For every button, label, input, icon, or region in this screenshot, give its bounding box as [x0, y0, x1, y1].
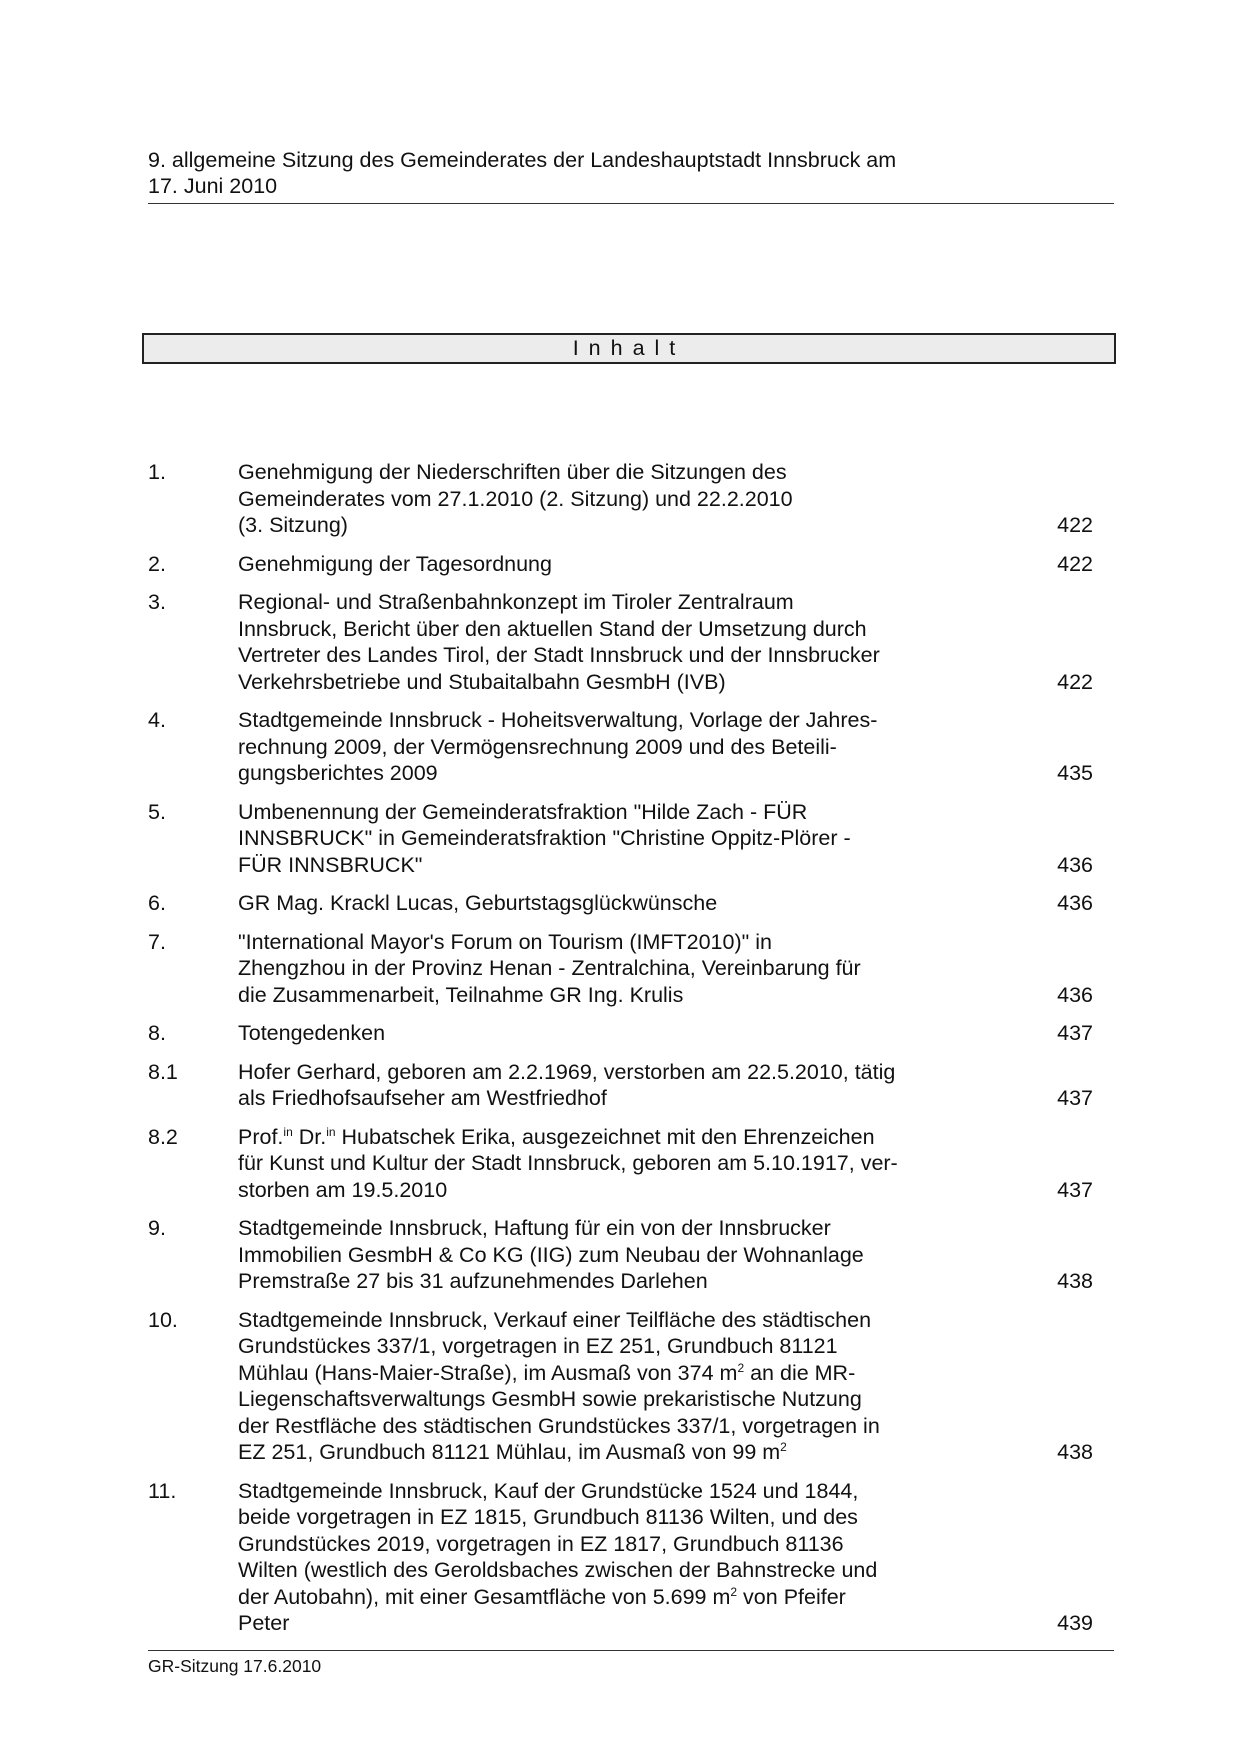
toc-entry-line: Gemeinderates vom 27.1.2010 (2. Sitzung) und 22.2.2010: [238, 486, 793, 511]
table-of-contents: [148, 459, 1098, 1649]
toc-entry-text: [238, 1124, 998, 1204]
toc-entry-line: Stadtgemeinde Innsbruck, Kauf der Grundstücke 1524 und 1844,: [238, 1478, 859, 1503]
toc-entry-text: [238, 551, 998, 578]
toc-entry-line: "International Mayor's Forum on Tourism (IMFT2010)" in: [238, 929, 772, 954]
page-footer: GR-Sitzung 17.6.2010: [148, 1656, 322, 1676]
toc-entry-line: Vertreter des Landes Tirol, der Stadt Innsbruck und der Innsbrucker: [238, 643, 880, 667]
toc-entry-line: INNSBRUCK" in Gemeinderatsfraktion "Christine Oppitz-Plörer -: [238, 826, 851, 850]
toc-entry-page: 437: [1057, 1086, 1093, 1110]
toc-entry-number: 4.: [148, 708, 166, 732]
toc-title-box: [142, 333, 1116, 364]
toc-entry-text: [238, 1307, 998, 1466]
toc-entry-text: [238, 799, 998, 879]
toc-entry-page: 422: [1057, 551, 1093, 576]
toc-entry: [148, 929, 1098, 1009]
toc-entry-line: Stadtgemeinde Innsbruck - Hoheitsverwaltung, Vorlage der Jahres-: [238, 708, 878, 732]
toc-entry: [148, 551, 1098, 578]
toc-entry-number: 7.: [148, 929, 166, 954]
header-divider: [148, 203, 1114, 204]
document-header: [148, 147, 1114, 199]
toc-entry-number: 9.: [148, 1216, 166, 1240]
toc-entry-text: [238, 1478, 998, 1637]
toc-entry-line: Grundstückes 2019, vorgetragen in EZ 1817, Grundbuch 81136: [238, 1531, 844, 1556]
toc-entry-page: 435: [1057, 761, 1093, 785]
toc-entry-line: Grundstückes 337/1, vorgetragen in EZ 251, Grundbuch 81121: [238, 1334, 838, 1358]
toc-entry-line: Premstraße 27 bis 31 aufzunehmendes Darlehen: [238, 1269, 708, 1293]
toc-entry-number: 10.: [148, 1307, 178, 1332]
toc-entry-line: Stadtgemeinde Innsbruck, Verkauf einer Teilfläche des städtischen: [238, 1307, 872, 1332]
toc-entry-number: 5.: [148, 799, 166, 824]
toc-entry-number: 11.: [148, 1478, 177, 1503]
footer-divider: [148, 1650, 1114, 1651]
toc-entry-line: storben am 19.5.2010: [238, 1177, 448, 1202]
toc-entry-line: Genehmigung der Niederschriften über die Sitzungen des: [238, 460, 787, 484]
toc-entry-line: Umbenennung der Gemeinderatsfraktion "Hilde Zach - FÜR: [238, 799, 808, 824]
header-line-2: 17. Juni 2010: [148, 174, 278, 198]
toc-entry-line: Zhengzhou in der Provinz Henan - Zentralchina, Vereinbarung für: [238, 956, 861, 980]
toc-entry-text: [238, 1059, 998, 1112]
toc-entry-text: [238, 1020, 998, 1047]
toc-entry-line: der Restfläche des städtischen Grundstückes 337/1, vorgetragen in: [238, 1413, 880, 1438]
toc-entry-page: 438: [1057, 1269, 1093, 1293]
toc-entry-line: gungsberichtes 2009: [238, 761, 438, 785]
toc-entry: [148, 459, 1098, 539]
toc-entry: [148, 1020, 1098, 1047]
toc-entry-line: Verkehrsbetriebe und Stubaitalbahn GesmbH (IVB): [238, 669, 726, 694]
toc-entry-number: 3.: [148, 590, 166, 614]
toc-entry-line: beide vorgetragen in EZ 1815, Grundbuch 81136 Wilten, und des: [238, 1505, 858, 1529]
toc-entry-line: Wilten (westlich des Geroldsbaches zwischen der Bahnstrecke und: [238, 1558, 878, 1582]
toc-entry-line: GR Mag. Krackl Lucas, Geburtstagsglückwünsche: [238, 891, 718, 915]
toc-entry: [148, 1215, 1098, 1295]
toc-entry-number: 8.2: [148, 1124, 178, 1149]
toc-entry-line: Immobilien GesmbH & Co KG (IIG) zum Neubau der Wohnanlage: [238, 1242, 864, 1267]
toc-entry-line: Stadtgemeinde Innsbruck, Haftung für ein von der Innsbrucker: [238, 1216, 831, 1240]
toc-entry-page: 436: [1057, 852, 1093, 877]
toc-entry-line: Regional- und Straßenbahnkonzept im Tiroler Zentralraum: [238, 590, 794, 614]
toc-entry-text: [238, 589, 998, 695]
toc-entry: [148, 1059, 1098, 1112]
toc-entry-line: der Autobahn), mit einer Gesamtfläche von 5.699 $m^2$ von Pfeifer: [238, 1584, 846, 1609]
toc-entry-line: für Kunst und Kultur der Stadt Innsbruck, geboren am 5.10.1917, ver-: [238, 1151, 898, 1175]
header-line-1: 9. allgemeine Sitzung des Gemeinderates der Landeshauptstadt Innsbruck am: [148, 148, 897, 172]
toc-entry-number: 6.: [148, 891, 166, 915]
toc-entry-page: 422: [1057, 669, 1093, 694]
toc-entry: [148, 890, 1098, 917]
toc-entry-line: EZ 251, Grundbuch 81121 Mühlau, im Ausmaß von 99 $m^2$: [238, 1439, 787, 1464]
toc-entry-line: rechnung 2009, der Vermögensrechnung 2009 und des Beteili-: [238, 734, 837, 759]
toc-entry-page: 436: [1057, 891, 1093, 915]
toc-entry-line: Peter: [238, 1611, 290, 1635]
toc-entry-page: 439: [1057, 1611, 1093, 1635]
toc-entry-line: FÜR INNSBRUCK": [238, 852, 423, 877]
toc-entry-line: als Friedhofsaufseher am Westfriedhof: [238, 1086, 607, 1110]
toc-entry-line: Liegenschaftsverwaltungs GesmbH sowie prekaristische Nutzung: [238, 1387, 862, 1411]
toc-entry-page: 437: [1057, 1177, 1093, 1202]
toc-entry-page: 438: [1057, 1440, 1093, 1464]
toc-entry-text: [238, 929, 998, 1009]
toc-entry-line: Totengedenken: [238, 1021, 386, 1045]
toc-entry-page: 422: [1057, 513, 1093, 537]
toc-title: Inhalt: [572, 336, 686, 360]
toc-entry-line: (3. Sitzung): [238, 513, 348, 537]
toc-entry: [148, 1124, 1098, 1204]
toc-entry-line: die Zusammenarbeit, Teilnahme GR Ing. Krulis: [238, 982, 684, 1007]
toc-entry-number: 8.1: [148, 1059, 178, 1084]
toc-entry-line: Innsbruck, Bericht über den aktuellen Stand der Umsetzung durch: [238, 616, 867, 641]
toc-entry-text: [238, 459, 998, 539]
toc-entry: [148, 1478, 1098, 1637]
toc-entry-text: [238, 890, 998, 917]
toc-entry-number: 8.: [148, 1021, 166, 1045]
toc-entry-number: 1.: [148, 460, 166, 484]
toc-entry-line: Mühlau (Hans-Maier-Straße), im Ausmaß von 374 $m^2$ an die MR-: [238, 1360, 856, 1385]
toc-entry-page: 437: [1057, 1021, 1093, 1045]
toc-entry: [148, 1307, 1098, 1466]
toc-entry-line: Genehmigung der Tagesordnung: [238, 551, 552, 576]
toc-entry-line: Prof.$^{in}$ Dr.$^{in}$ Hubatschek Erika, ausgezeichnet mit den Ehrenzeichen: [238, 1124, 875, 1149]
toc-entry: [148, 589, 1098, 695]
toc-entry-line: Hofer Gerhard, geboren am 2.2.1969, verstorben am 22.5.2010, tätig: [238, 1059, 896, 1084]
toc-entry-text: [238, 707, 998, 787]
toc-entry-page: 436: [1057, 982, 1093, 1007]
toc-entry: [148, 707, 1098, 787]
toc-entry-text: [238, 1215, 998, 1295]
toc-entry: [148, 799, 1098, 879]
toc-entry-number: 2.: [148, 551, 166, 576]
